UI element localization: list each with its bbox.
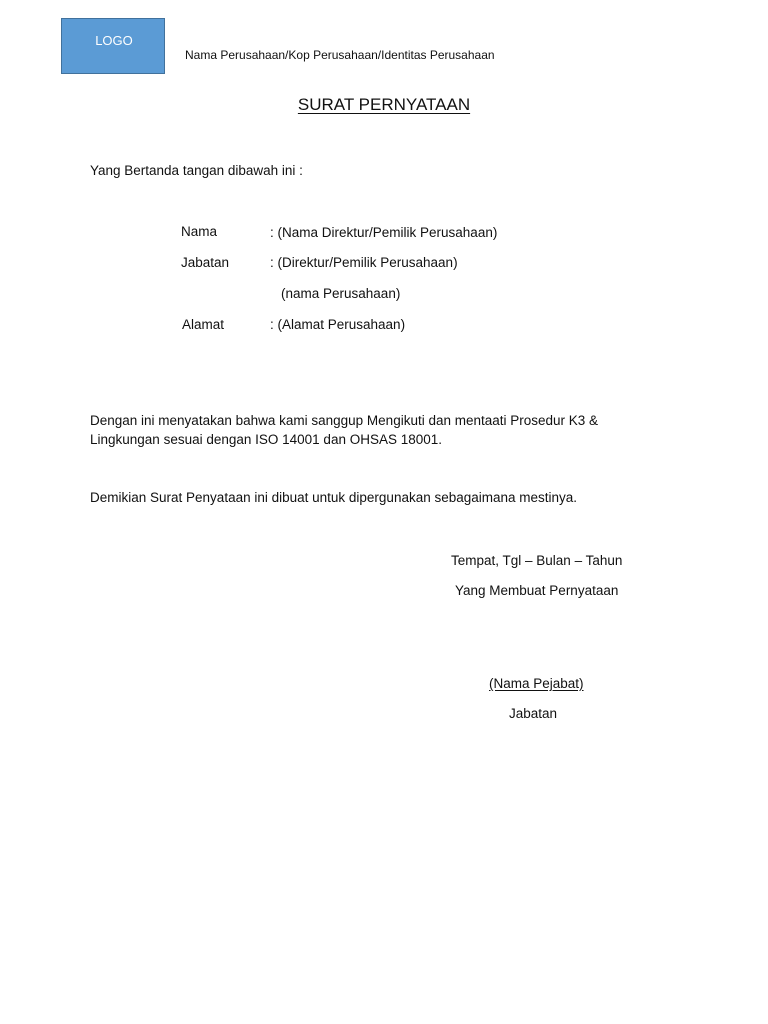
field-value-nama: : (Nama Direktur/Pemilik Perusahaan) — [270, 225, 498, 240]
signature-maker-label: Yang Membuat Pernyataan — [455, 583, 619, 598]
field-label-alamat: Alamat — [182, 317, 225, 332]
field-label-nama: Nama — [181, 224, 218, 239]
document-title: SURAT PERNYATAAN — [297, 95, 471, 114]
signature-position: Jabatan — [509, 706, 558, 721]
signature-name: (Nama Pejabat) — [489, 676, 584, 691]
field-value-company-name: (nama Perusahaan) — [281, 286, 401, 301]
field-value-alamat: : (Alamat Perusahaan) — [270, 317, 406, 332]
logo-placeholder — [61, 18, 165, 74]
statement-paragraph: Dengan ini menyatakan bahwa kami sanggup Mengikuti dan mentaati Prosedur K3 & Lingkungan sesuai dengan ISO 14001 dan OHSAS 18001. — [90, 413, 599, 447]
intro-text: Yang Bertanda tangan dibawah ini : — [90, 163, 303, 178]
company-header-line: Nama Perusahaan/Kop Perusahaan/Identitas Perusahaan — [185, 48, 495, 62]
closing-paragraph: Demikian Surat Penyataan ini dibuat untuk dipergunakan sebagaimana mestinya. — [90, 490, 578, 505]
field-label-jabatan: Jabatan — [181, 255, 230, 270]
field-value-jabatan: : (Direktur/Pemilik Perusahaan) — [270, 255, 458, 270]
signature-place-date: Tempat, Tgl – Bulan – Tahun — [451, 553, 623, 568]
logo-label: LOGO — [95, 33, 133, 48]
